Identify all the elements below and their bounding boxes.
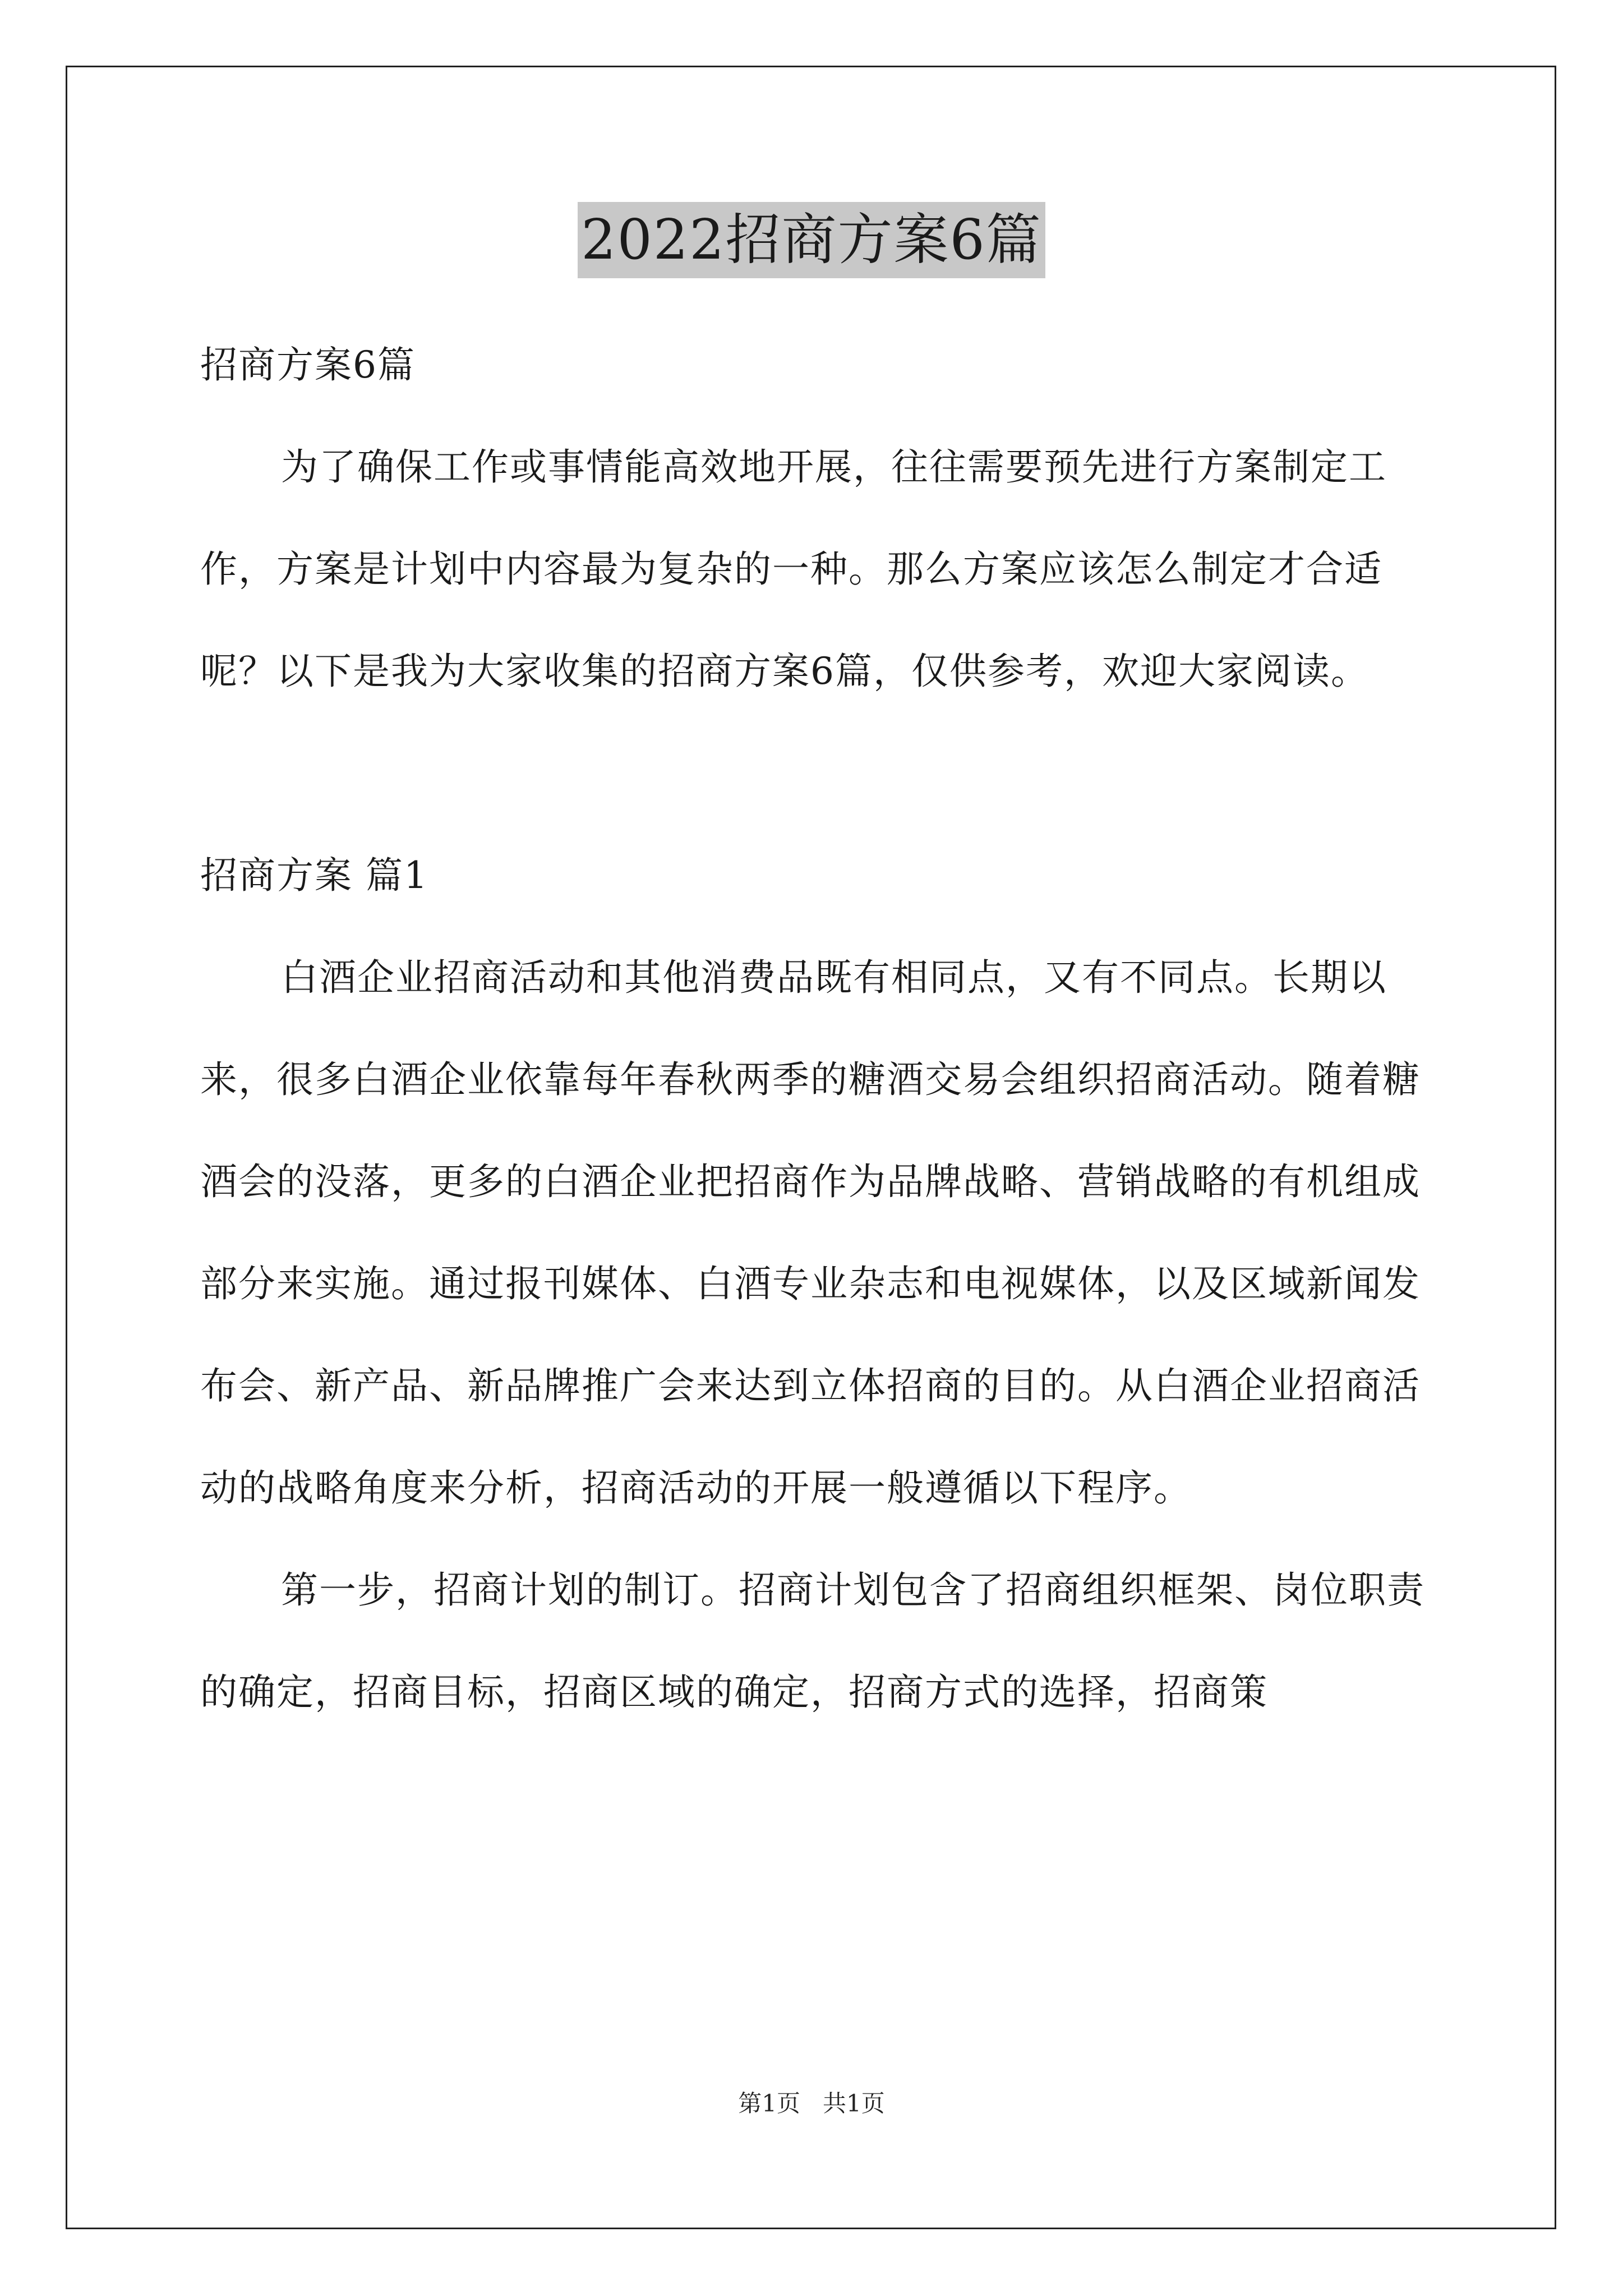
page-footer bbox=[0, 2087, 1623, 2120]
body-paragraph-1: 白酒企业招商活动和其他消费品既有相同点，又有不同点。长期以来，很多白酒企业依靠每年春秋两季的糖酒交易会组织招商活动。随着糖酒会的没落，更多的白酒企业把招商作为品牌战略、营销战略的有机组成部分来实施。通过报刊媒体、白酒专业杂志和电视媒体，以及区域新闻发布会、新产品、新品牌推广会来达到立体招商的目的。从白酒企业招商活动的战略角度来分析，招商活动的开展一般遵循以下程序。 bbox=[200, 956, 1421, 1510]
section-spacer bbox=[200, 723, 1428, 825]
section-heading: 招商方案 篇1 bbox=[200, 854, 428, 897]
document-title-text: 2022招商方案6篇 bbox=[578, 202, 1045, 278]
document-title bbox=[0, 202, 1623, 278]
document-body bbox=[200, 314, 1428, 1743]
page-number: 第1页 bbox=[738, 2090, 800, 2117]
page-total: 共1页 bbox=[823, 2090, 885, 2117]
document-subtitle: 招商方案6篇 bbox=[200, 343, 416, 386]
intro-paragraph: 为了确保工作或事情能高效地开展，往往需要预先进行方案制定工作，方案是计划中内容最为复杂的一种。那么方案应该怎么制定才合适呢？以下是我为大家收集的招商方案6篇，仅供参考，欢迎大家阅读。 bbox=[200, 445, 1387, 693]
body-paragraph-2: 第一步，招商计划的制订。招商计划包含了招商组织框架、岗位职责的确定，招商目标，招商区域的确定，招商方式的选择，招商策 bbox=[200, 1568, 1425, 1714]
